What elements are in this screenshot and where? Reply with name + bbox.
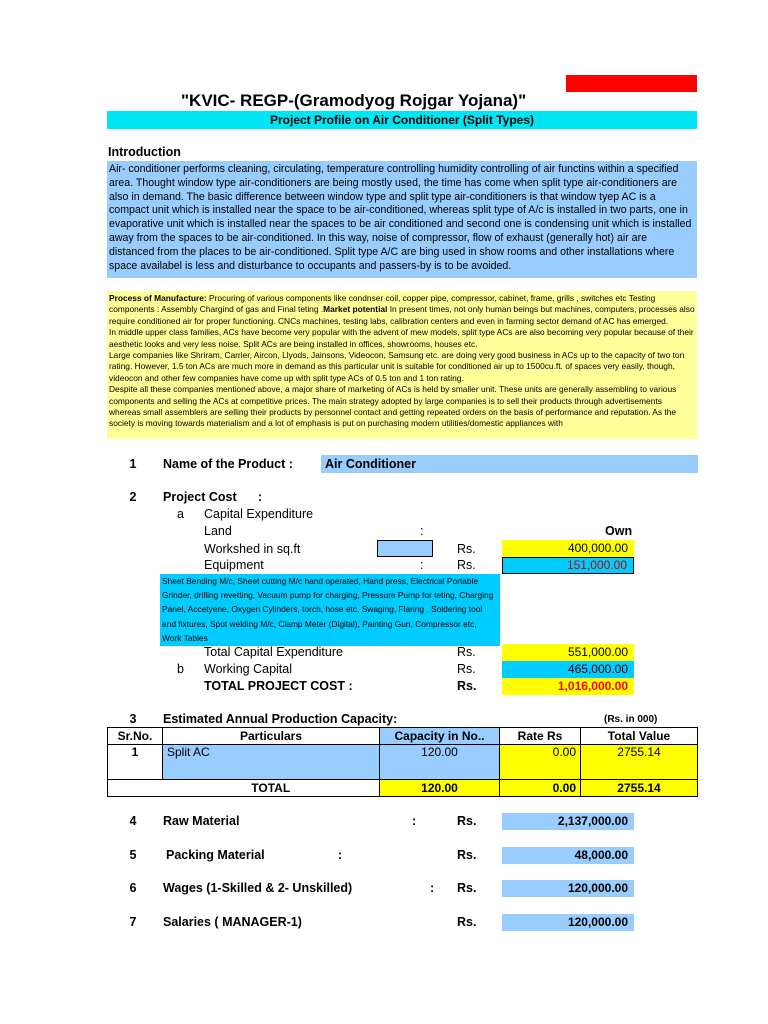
row-total: 2755.14 [581,745,698,780]
total-capital-label: Total Capital Expenditure [204,645,343,659]
introduction-heading: Introduction [108,145,181,159]
document-subtitle: Project Profile on Air Conditioner (Split Types) [107,111,697,129]
item-2-number: 2 [129,490,137,504]
document-title: "KVIC- REGP-(Gramodyog Rojgar Yojana)" [181,91,527,110]
table-total-row [108,780,698,797]
process-text: Procuring of various components like condnser coil, copper pipe, compressor, cabinet, frame, grills , switches etc Testing components : Assembly Chargind of gas and Final teting [109,293,656,315]
wages-colon: : [430,881,435,895]
equipment-rs: Rs. [457,558,476,572]
wages-rs: Rs. [457,881,477,895]
salaries-value: 120,000.00 [502,914,634,931]
working-capital-label: Working Capital [204,662,293,676]
total-label: TOTAL [163,780,380,797]
market-potential-label: Market potential [323,304,388,315]
raw-material-colon: : [412,814,417,828]
item-1-label: Name of the Product : [163,457,293,471]
item-2b-letter: b [177,662,184,676]
land-value: Own [605,524,633,538]
item-4-number: 4 [129,814,137,828]
land-colon: : [420,524,424,538]
process-label: Process of Manufacture: [109,293,207,303]
item-1-number: 1 [129,457,137,471]
equipment-colon: : [420,558,424,572]
total-project-cost-value: 1,016,000.00 [502,678,634,695]
working-capital-rs: Rs. [457,662,476,676]
packing-material-label: Packing Material [166,848,265,862]
salaries-rs: Rs. [457,915,477,929]
item-5-number: 5 [129,848,137,862]
working-capital-value: 465,000.00 [502,661,634,678]
process-para-3: Large companies like Shriram, Carrier, Aircon, Llyods, Jainsons, Videocon, Samsung etc. are doing very good business in ACs up to the capacity of two ton rating. However, 1.5 ton ACs are much more in demand as this particular unit is suitable for conditioned air up to 1500cu.ft. of spaces very easily, though, videocon and other few companies have come up with split type ACs of 0.5 ton and 1 ton rating. [109,350,685,383]
table-header-row [108,728,698,745]
total-project-cost-rs: Rs. [457,679,477,693]
header-particulars: Particulars [163,728,380,745]
item-2-label: Project Cost [163,490,237,504]
table-row [108,745,698,780]
workshed-label: Workshed in sq.ft [204,542,301,556]
production-table [107,727,698,797]
item-6-number: 6 [129,881,137,895]
raw-material-rs: Rs. [457,814,477,828]
total-rate: 0.00 [500,780,581,797]
wages-label: Wages (1-Skilled & 2- Unskilled) [163,881,353,895]
item-3-number: 3 [129,712,137,726]
salaries-label: Salaries ( MANAGER-1) [163,915,302,929]
process-para-4: Despite all these companies mentioned above, a major share of marketing of ACs is held by smaller unit. These units are generally assembling to various components and selling the ACs at competitive prices. The main strategy adopted by large companies is to sell their products through advertisements whereas small assemblers are selling their products by personnel contact and getting repeated orders on the basis of performance and reputation. As the society is moving towards materialism and a lot of emphasis is put on purchasing modern utilities/domestic appliances with [109,384,677,429]
header-capacity: Capacity in No.. [380,728,500,745]
capital-expenditure-label: Capital Expenditure [204,507,314,521]
land-label: Land [204,524,232,538]
equipment-value: 151,000.00 [502,557,634,574]
workshed-value: 400,000.00 [502,540,634,557]
red-header-bar [566,75,697,92]
raw-material-value: 2,137,000.00 [502,813,634,830]
header-total-value: Total Value [581,728,698,745]
total-value: 2755.14 [581,780,698,797]
row-srno: 1 [108,745,163,780]
introduction-text: Air- conditioner performs cleaning, circulating, temperature controlling humidity controlling of air functins within a specified area. Thought window type air-conditioners are being mostly used, the time has come when split type air-conditioners are also in demand. The basic difference between window type and split type air-conditioners is that window tyep AC is a compact unit which is installed near the space to be air-conditioned, whereas split type of A/c is installed in two parts, one in evaporative unit which is installed near the spaces to be air conditioned and second one is condensing unit which is installed away from the spaces to be air-conditioned. In this way, noise of compressor, flow of exhaust (generally hot) air are distanced from the places to be air-conditioned. Split type A/C are bing used in show rooms and other installations where space availabel is less and disturbance to occupants and passers-by is to be avoided. [107,161,697,278]
packing-material-value: 48,000.00 [502,847,634,864]
packing-material-colon: : [338,848,343,862]
header-srno: Sr.No. [108,728,163,745]
row-particular: Split AC [163,745,380,780]
process-para-2: In middle upper class families, ACs have become very popular with the advent of mew models, split type ACs are also becoming very popular because of their aesthetic looks and very less noise. Split ACs are being installed in offices, showrooms, houses etc. [109,327,694,349]
item-2-colon: : [258,490,263,504]
item-3-label: Estimated Annual Production Capacity: [163,712,398,726]
workshed-area-input[interactable] [377,540,433,557]
item-7-number: 7 [129,915,137,929]
unit-note: (Rs. in 000) [604,714,658,725]
row-capacity: 120.00 [380,745,500,780]
total-capacity: 120.00 [380,780,500,797]
market-text: In present times, not only human beings but machines, computers, processes also require conditioned air for proper functioning. CNCs machines, testing labs, calibration centers and even in farming sector demand of AC has emerged. [109,304,695,326]
packing-material-rs: Rs. [457,848,477,862]
equipment-list: Sheet Bending M/c, Sheet cutting M/c hand operated, Hand press, Electrical Portable Grinder, drilling revetting, Vacuum pump for charging, Pressure Pump for teting, Charging Panel, Accetyene, Oxygen Cylinders, torch, hose etc, Swaging, Flaring , Soldering tool and fixtures, Spot welding M/c, Clamp Meter (Digital), Painting Gun, Compressor etc, Work Tables [160,574,500,646]
total-capital-rs: Rs. [457,645,476,659]
wages-value: 120,000.00 [502,880,634,897]
process-section: Process of Manufacture: Procuring of various components like condnser coil, copper pipe, compressor, cabinet, frame, grills , switches etc Testing components : Assembly Chargind of gas and Final teting .Market potential In present times, not only human beings but machines, computers, processes also require conditioned air for proper functioning. CNCs machines, testing labs, calibration centers and even in farming sector demand of AC has emerged. In middle upper class families, ACs have become very popular with the advent of mew models, split type ACs are also becoming very popular because of their aesthetic looks and very less noise. Split ACs are being installed in offices, showrooms, houses etc. Large companies like Shriram, Carrier, Aircon, Llyods, Jainsons, Videocon, Samsung etc. are doing very good business in ACs up to the capacity of two ton rating. However, 1.5 ton ACs are much more in demand as this particular unit is suitable for conditioned air up to 1500cu.ft. of spaces very easily, though, videocon and other few companies have come up with split type ACs of 0.5 ton and 1 ton rating. Despite all these companies mentioned above, a major share of marketing of ACs is held by smaller unit. These units are generally assembling to various components and selling the ACs at competitive prices. The main strategy adopted by large companies is to sell their products through advertisements whereas small assemblers are selling their products by personnel contact and getting repeated orders on the basis of performance and reputation. As the society is moving towards materialism and a lot of emphasis is put on purchasing modern utilities/domestic appliances with [107,291,697,439]
total-capital-value: 551,000.00 [502,644,634,661]
header-rate: Rate Rs [500,728,581,745]
row-rate: 0.00 [500,745,581,780]
workshed-rs: Rs. [457,542,476,556]
raw-material-label: Raw Material [163,814,240,828]
product-name: Air Conditioner [321,455,698,473]
total-project-cost-label: TOTAL PROJECT COST : [204,679,353,693]
item-2a-letter: a [177,507,184,521]
equipment-label: Equipment [204,558,264,572]
